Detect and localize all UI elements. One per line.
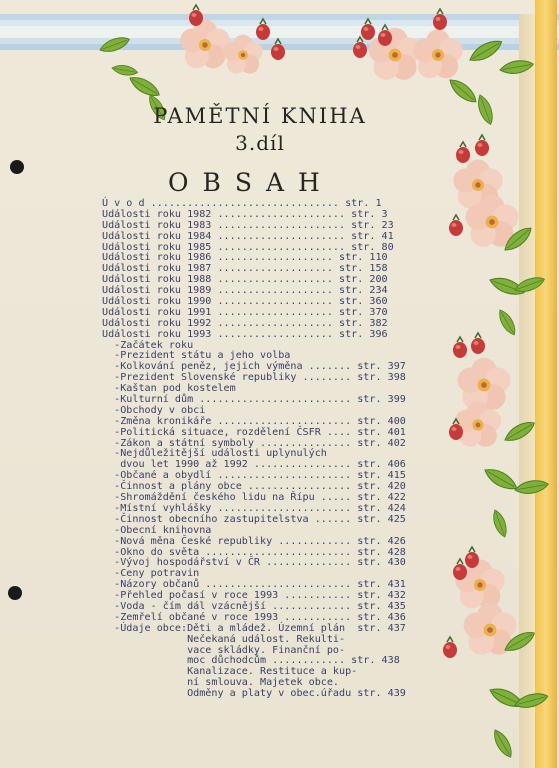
toc-entry: -Shromáždění českého lidu na Řípu ..... str. 422 bbox=[102, 492, 406, 504]
toc-entry: moc důchodcům ............ str. 438 bbox=[102, 655, 400, 667]
toc-entry: -Nová měna České republiky ............ str. 426 bbox=[102, 535, 406, 547]
page-title: PAMĚTNÍ KNIHA bbox=[153, 104, 367, 128]
toc-entry: Události roku 1987 ................... str. 158 bbox=[102, 263, 388, 275]
toc-entry: -Názory občanů ........................ str. 431 bbox=[102, 579, 406, 591]
toc-entry: Události roku 1991 ................... str. 370 bbox=[102, 306, 388, 318]
toc-entry: Kanalizace. Restituce a kup- bbox=[102, 666, 358, 678]
toc-entry: -Činnost obecního zastupitelstva ...... str. 425 bbox=[102, 513, 406, 525]
toc-entry: Události roku 1990 ................... str. 360 bbox=[102, 296, 388, 308]
toc-entry: Nečekaná událost. Rekulti- bbox=[102, 633, 346, 645]
toc-entry: Události roku 1988 ................... str. 200 bbox=[102, 274, 388, 286]
toc-entry: -Politická situace, rozdělení ČSFR .... str. 401 bbox=[102, 426, 406, 438]
toc-entry: -Zemřelí občané v roce 1993 ........... str. 436 bbox=[102, 611, 406, 623]
toc-entry: Události roku 1985 ..................... str. 80 bbox=[102, 241, 394, 253]
toc-entry: -Přehled počasí v roce 1993 ........... str. 432 bbox=[102, 590, 406, 602]
toc-entry: -Ceny potravin bbox=[102, 568, 200, 580]
toc-entry: Události roku 1993 ................... str. 396 bbox=[102, 328, 388, 340]
toc-entry: Události roku 1983 ..................... str. 23 bbox=[102, 219, 394, 231]
toc-entry: -Kulturní dům ......................... str. 399 bbox=[102, 394, 406, 406]
toc-entry: ní smlouva. Majetek obce. bbox=[102, 677, 340, 689]
toc-entry: Události roku 1989 ................... str. 234 bbox=[102, 285, 388, 297]
toc-entry: Události roku 1992 ................... str. 382 bbox=[102, 317, 388, 329]
toc-entry: Události roku 1984 ..................... str. 41 bbox=[102, 230, 394, 242]
toc-entry: -Obchody v obci bbox=[102, 404, 206, 416]
toc-entry: Odměny a platy v obec.úřadu str. 439 bbox=[102, 688, 406, 700]
toc-entry: -Vývoj hospodářství v ČR .............. str. 430 bbox=[102, 557, 406, 569]
toc-entry: -Začátek roku bbox=[102, 339, 194, 351]
toc-entry: -Údaje obce:Děti a mládež. Územní plán str. 437 bbox=[102, 622, 406, 634]
rose-hip-flower-icon bbox=[180, 5, 285, 74]
toc-entry: -Prezident Slovenské republiky ........ str. 398 bbox=[102, 372, 406, 384]
volume-label: 3.díl bbox=[235, 131, 285, 155]
toc-entry: -Nejdůležitější události uplynulých bbox=[102, 448, 327, 460]
toc-entry: Události roku 1986 ................... str. 110 bbox=[102, 252, 388, 264]
toc-entry: vace skládky. Finanční po- bbox=[102, 644, 346, 656]
toc-entry: -Kaštan pod kostelem bbox=[102, 383, 236, 395]
toc-entry: -Okno do světa ........................ str. 428 bbox=[102, 546, 406, 558]
contents-heading: OBSAH bbox=[168, 168, 334, 197]
toc-entry: dvou let 1990 až 1992 ................ str. 406 bbox=[102, 459, 406, 471]
toc-entry: -Kolkování peněz, jejich výměna ....... str. 397 bbox=[102, 361, 406, 373]
toc-entry: -Zákon a státní symboly ............... str. 402 bbox=[102, 437, 406, 449]
toc-entry: -Prezident státu a jeho volba bbox=[102, 350, 291, 362]
toc-entry: Události roku 1982 ..................... str. 3 bbox=[102, 208, 388, 220]
toc-entry: Ú v o d ............................... str. 1 bbox=[102, 198, 382, 209]
toc-entry: -Občané a obydlí ...................... str. 415 bbox=[102, 470, 406, 482]
table-of-contents bbox=[102, 199, 406, 700]
toc-entry: -Změna kronikáře ...................... str. 400 bbox=[102, 415, 406, 427]
toc-entry: -Voda - čím dál vzácnější ............. str. 435 bbox=[102, 600, 406, 612]
toc-entry: -Činnost a plány obce ................. str. 420 bbox=[102, 481, 406, 493]
toc-entry: -Obecní knihovna bbox=[102, 524, 212, 536]
toc-entry: -Místní vyhlášky ...................... str. 424 bbox=[102, 502, 406, 514]
